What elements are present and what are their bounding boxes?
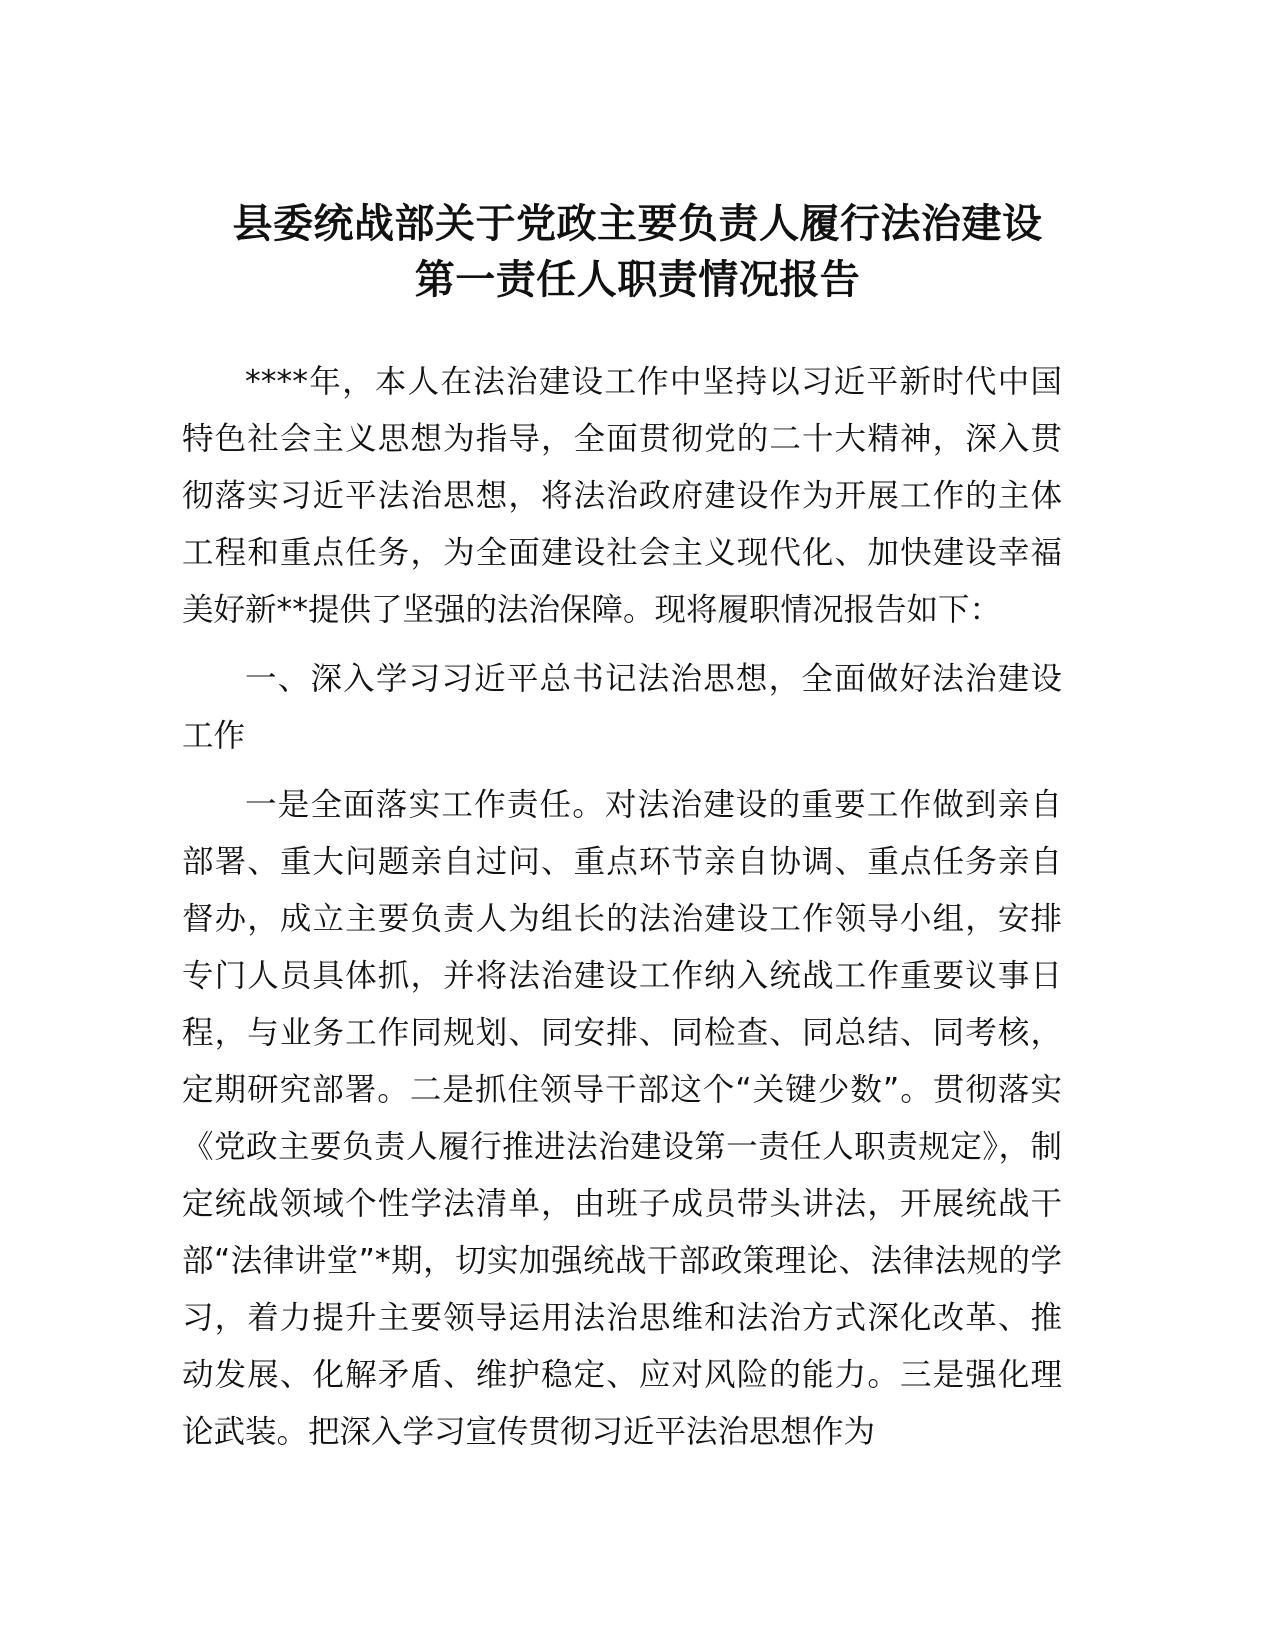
section-heading-1: 一、深入学习习近平总书记法治思想，全面做好法治建设工作 bbox=[182, 661, 1062, 754]
title-line-2: 第一责任人职责情况报告 bbox=[414, 257, 861, 303]
title-line-1: 县委统战部关于党政主要负责人履行法治建设 bbox=[232, 201, 1043, 247]
section-1-paragraph: 一是全面落实工作责任。对法治建设的重要工作做到亲自部署、重大问题亲自过问、重点环节亲自协调、重点任务亲自督办，成立主要负责人为组长的法治建设工作领导小组，安排专门人员具体抓，并将法治建设工作纳入统战工作重要议事日程，与业务工作同规划、同安排、同检查、同总结、同考核，定期研究部署。二是抓住领导干部这个“关键少数”。贯彻落实《党政主要负责人履行推进法治建设第一责任人职责规定》，制定统战领域个性学法清单，由班子成员带头讲法，开展统战干部“法律讲堂”*期，切实加强统战干部政策理论、法律法规的学习，着力提升主要领导运用法治思维和法治方式深化改革、推动发展、化解矛盾、维护稳定、应对风险的能力。三是强化理论武装。把深入学习宣传贯彻习近平法治思想作为 bbox=[182, 787, 1062, 1450]
intro-paragraph: ****年，本人在法治建设工作中坚持以习近平新时代中国特色社会主义思想为指导，全面贯彻党的二十大精神，深入贯彻落实习近平法治思想，将法治政府建设作为开展工作的主体工程和重点任务，为全面建设社会主义现代化、加快建设幸福美好新**提供了坚强的法治保障。现将履职情况报告如下： bbox=[182, 364, 1062, 628]
document-body bbox=[182, 354, 1062, 1461]
document-title bbox=[150, 196, 1125, 308]
